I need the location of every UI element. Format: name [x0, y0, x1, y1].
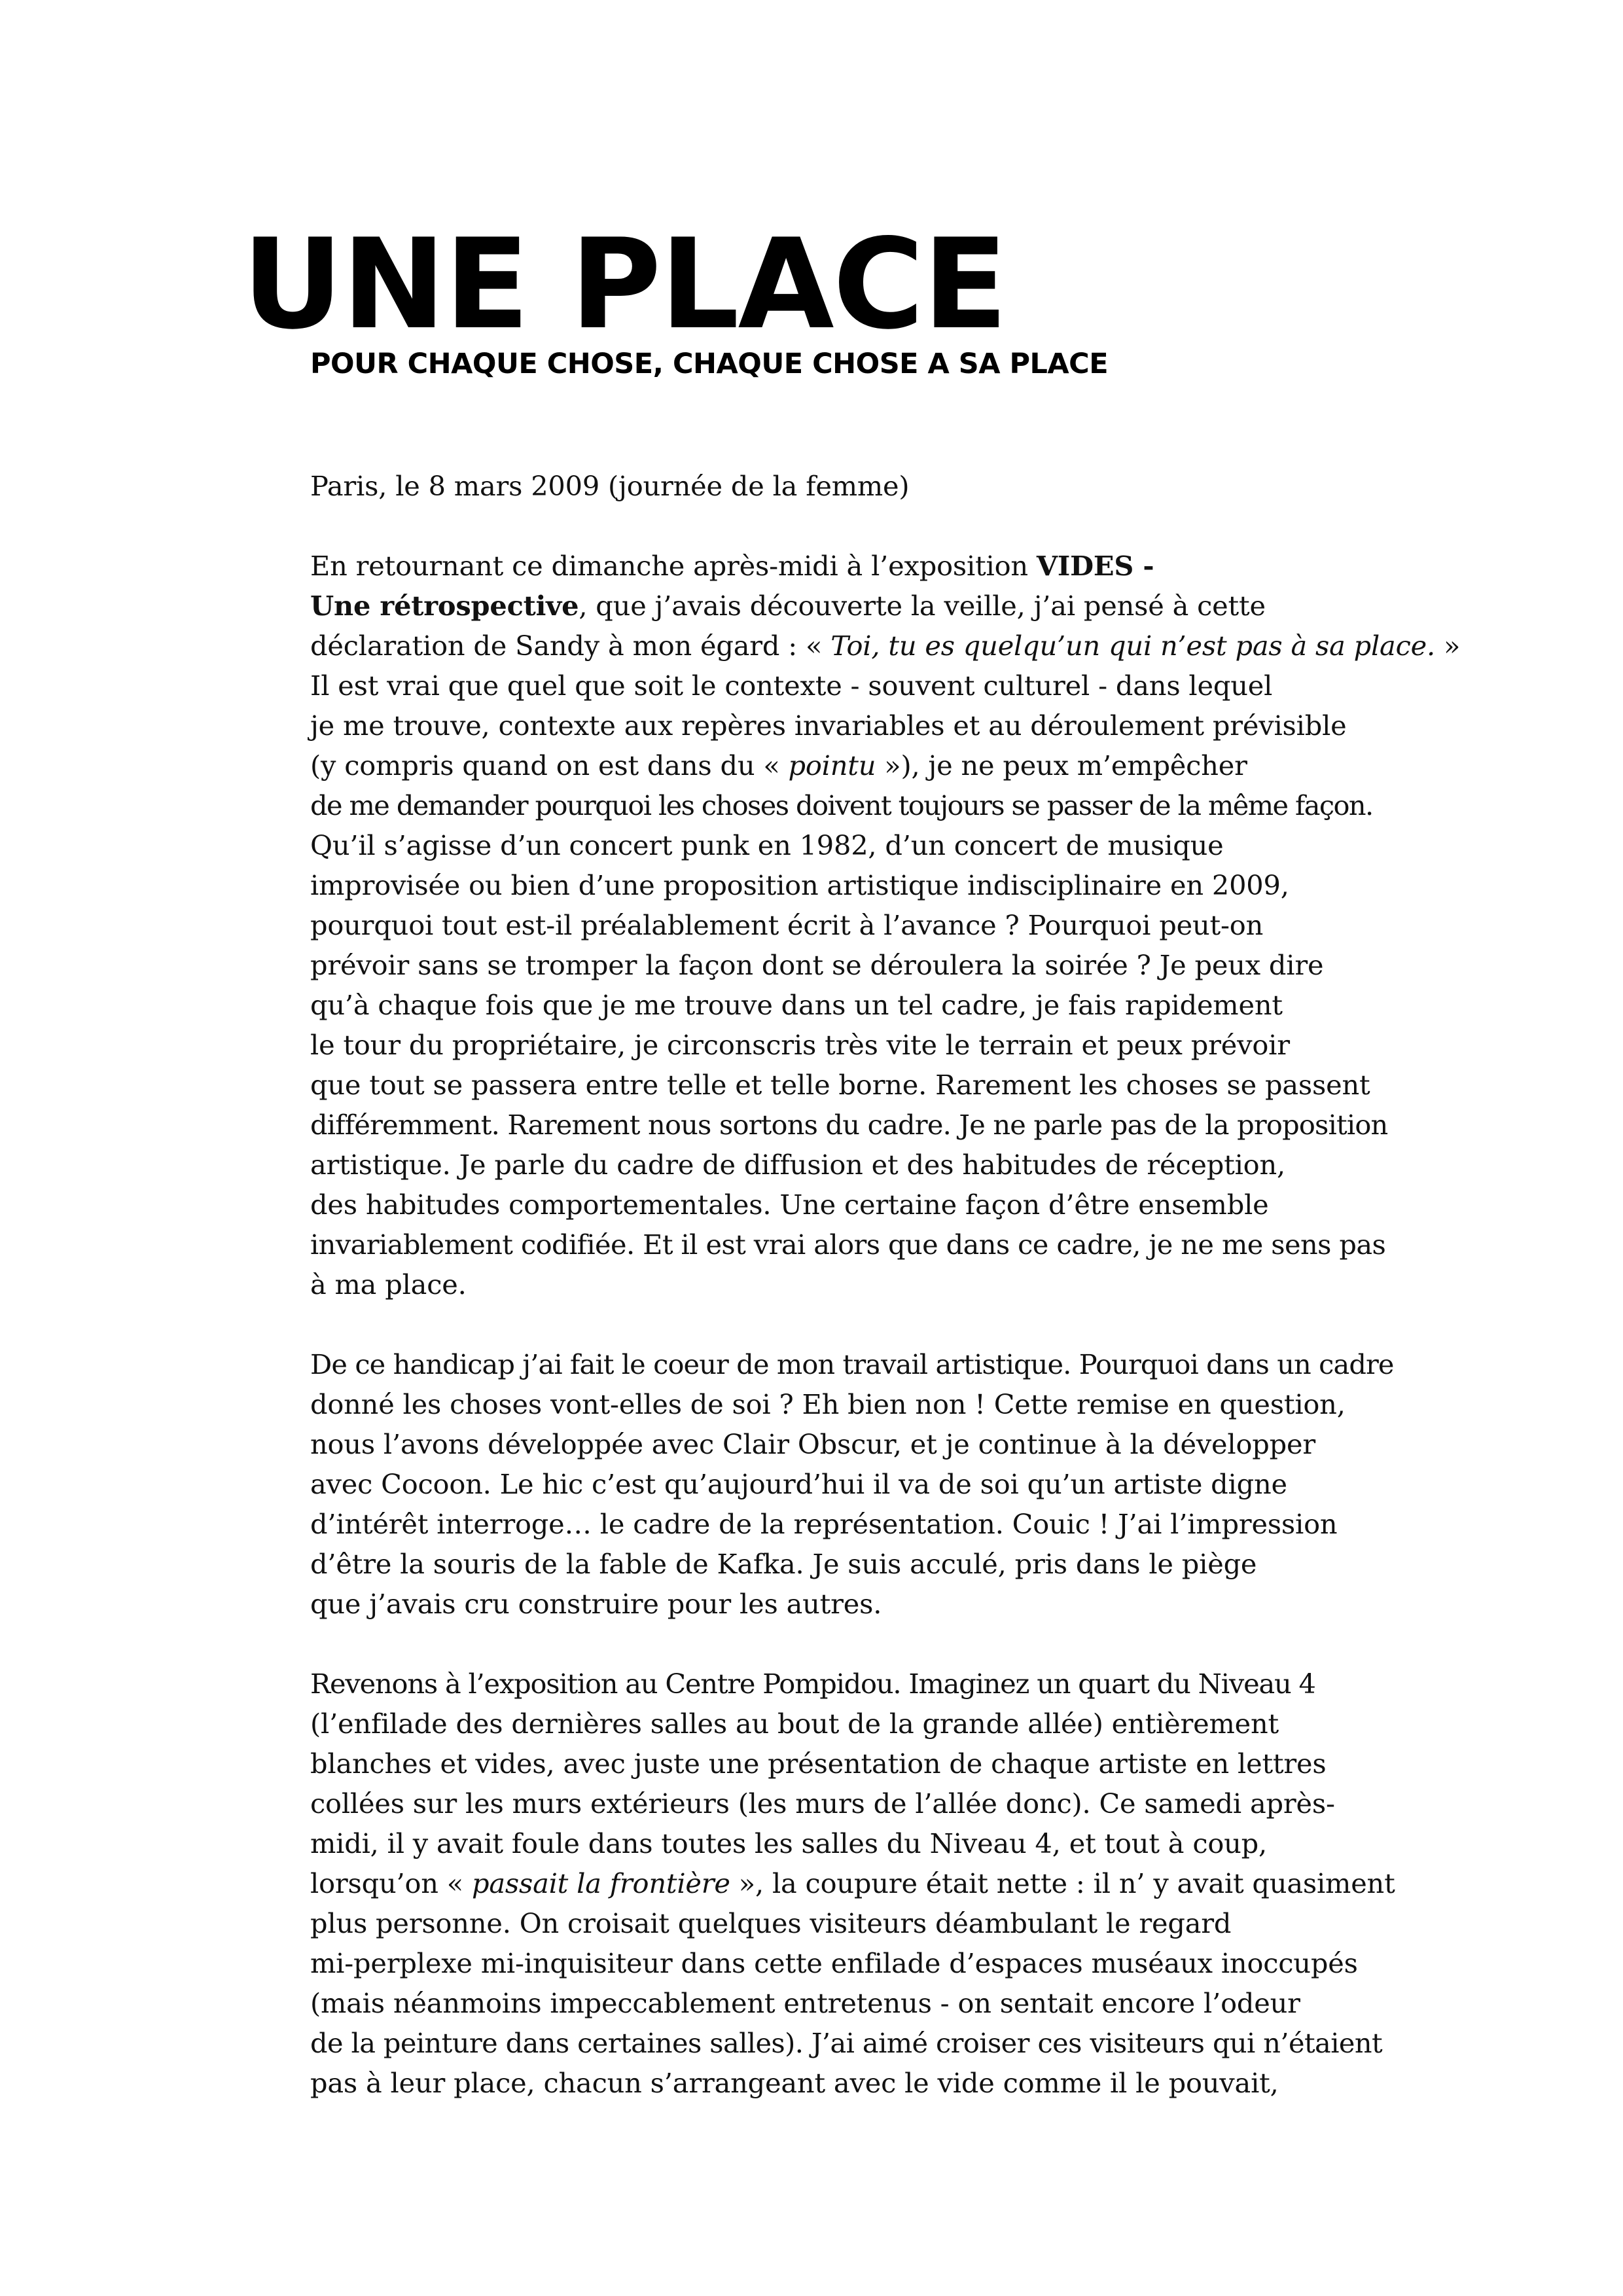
exhibition-subtitle: Une rétrospective: [310, 590, 579, 622]
quote-italic: pointu: [788, 749, 876, 781]
paragraph-spacer: [310, 1304, 1482, 1344]
text-line: prévoir sans se tromper la façon dont se déroulera la soirée ? Je peux dire: [310, 949, 1324, 981]
text-line: que tout se passera entre telle et telle borne. Rarement les choses se passent: [310, 1069, 1370, 1101]
text-line: je me trouve, contexte aux repères invariables et au déroulement prévisible: [310, 709, 1347, 742]
text-line: Il est vrai que quel que soit le contexte - souvent culturel - dans lequel: [310, 670, 1273, 702]
text-line: le tour du propriétaire, je circonscris très vite le terrain et peux prévoir: [310, 1029, 1290, 1061]
text-line: blanches et vides, avec juste une présentation de chaque artiste en lettres: [310, 1748, 1327, 1780]
paragraph-spacer: [310, 506, 1482, 546]
text-line: de la peinture dans certaines salles). J’ai aimé croiser ces visiteurs qui n’étaient: [310, 2027, 1383, 2059]
text-line: plus personne. On croisait quelques visiteurs déambulant le regard: [310, 1907, 1232, 1939]
dateline: [310, 466, 1482, 506]
text-line: des habitudes comportementales. Une certaine façon d’être ensemble: [310, 1189, 1269, 1221]
text-line: midi, il y avait foule dans toutes les salles du Niveau 4, et tout à coup,: [310, 1827, 1268, 1859]
quote-italic: Toi, tu es quelqu’un qui n’est pas à sa place.: [830, 630, 1435, 662]
text-line: de me demander pourquoi les choses doivent toujours se passer de la même façon.: [310, 789, 1373, 821]
text-segment: , que j’avais découverte la veille, j’ai pensé à cette: [579, 590, 1266, 622]
exhibition-title: VIDES -: [1036, 550, 1154, 582]
text-line: qu’à chaque fois que je me trouve dans un tel cadre, je fais rapidement: [310, 989, 1283, 1021]
text-segment: déclaration de Sandy à mon égard : «: [310, 630, 831, 662]
text-line: d’être la souris de la fable de Kafka. Je suis acculé, pris dans le piège: [310, 1548, 1257, 1580]
text-line: mi-perplexe mi-inquisiteur dans cette enfilade d’espaces muséaux inoccupés: [310, 1947, 1358, 1979]
text-segment: lorsqu’on «: [310, 1867, 472, 1899]
text-line: donné les choses vont-elles de soi ? Eh bien non ! Cette remise en question,: [310, 1388, 1346, 1420]
text-segment: (y compris quand on est dans du «: [310, 749, 789, 781]
paragraph-spacer: [310, 1624, 1482, 1664]
text-line: pourquoi tout est-il préalablement écrit à l’avance ? Pourquoi peut-on: [310, 909, 1264, 941]
text-line: nous l’avons développée avec Clair Obscur, et je continue à la développer: [310, 1428, 1315, 1460]
text-line: (mais néanmoins impeccablement entretenus - on sentait encore l’odeur: [310, 1987, 1300, 2019]
text-line: à ma place.: [310, 1268, 467, 1300]
text-line: [310, 745, 1482, 785]
text-segment: »: [1435, 630, 1461, 662]
text-line: que j’avais cru construire pour les autres.: [310, 1588, 882, 1620]
text-line: improvisée ou bien d’une proposition artistique indisciplinaire en 2009,: [310, 869, 1289, 901]
text-line: invariablement codifiée. Et il est vrai alors que dans ce cadre, je ne me sens pas: [310, 1229, 1386, 1261]
text-line: collées sur les murs extérieurs (les murs de l’allée donc). Ce samedi après-: [310, 1787, 1335, 1820]
paragraph-2: [310, 1344, 1482, 1624]
text-line: Qu’il s’agisse d’un concert punk en 1982, d’un concert de musique: [310, 829, 1224, 861]
text-line: différemment. Rarement nous sortons du cadre. Je ne parle pas de la proposition: [310, 1109, 1388, 1141]
quote-italic: passait la frontière: [471, 1867, 730, 1899]
document-title: UNE PLACE: [242, 212, 1007, 357]
dateline-text: Paris, le 8 mars 2009 (journée de la femme): [310, 470, 910, 502]
text-line: pas à leur place, chacun s’arrangeant avec le vide comme il le pouvait,: [310, 2067, 1279, 2099]
text-line: d’intérêt interroge… le cadre de la représentation. Couic ! J’ai l’impression: [310, 1508, 1338, 1540]
paragraph-3: [310, 1664, 1482, 2103]
text-line: artistique. Je parle du cadre de diffusion et des habitudes de réception,: [310, 1149, 1285, 1181]
text-line: avec Cocoon. Le hic c’est qu’aujourd’hui il va de soi qu’un artiste digne: [310, 1468, 1287, 1500]
text-segment: », la coupure était nette : il n’ y avait quasiment: [730, 1867, 1395, 1899]
text-line: De ce handicap j’ai fait le coeur de mon travail artistique. Pourquoi dans un cadre: [310, 1348, 1394, 1380]
text-segment: »), je ne peux m’empêcher: [876, 749, 1247, 781]
text-line: Revenons à l’exposition au Centre Pompidou. Imaginez un quart du Niveau 4: [310, 1668, 1315, 1700]
text-line: [310, 546, 1482, 586]
text-segment: En retournant ce dimanche après-midi à l’exposition: [310, 550, 1037, 582]
letter-body: [310, 466, 1482, 2103]
text-line: [310, 586, 1482, 626]
text-line: [310, 1863, 1482, 1903]
document-subtitle: POUR CHAQUE CHOSE, CHAQUE CHOSE A SA PLACE: [310, 348, 1109, 380]
text-line: (l’enfilade des dernières salles au bout de la grande allée) entièrement: [310, 1708, 1279, 1740]
text-line: [310, 626, 1482, 666]
paragraph-1: [310, 546, 1482, 1304]
